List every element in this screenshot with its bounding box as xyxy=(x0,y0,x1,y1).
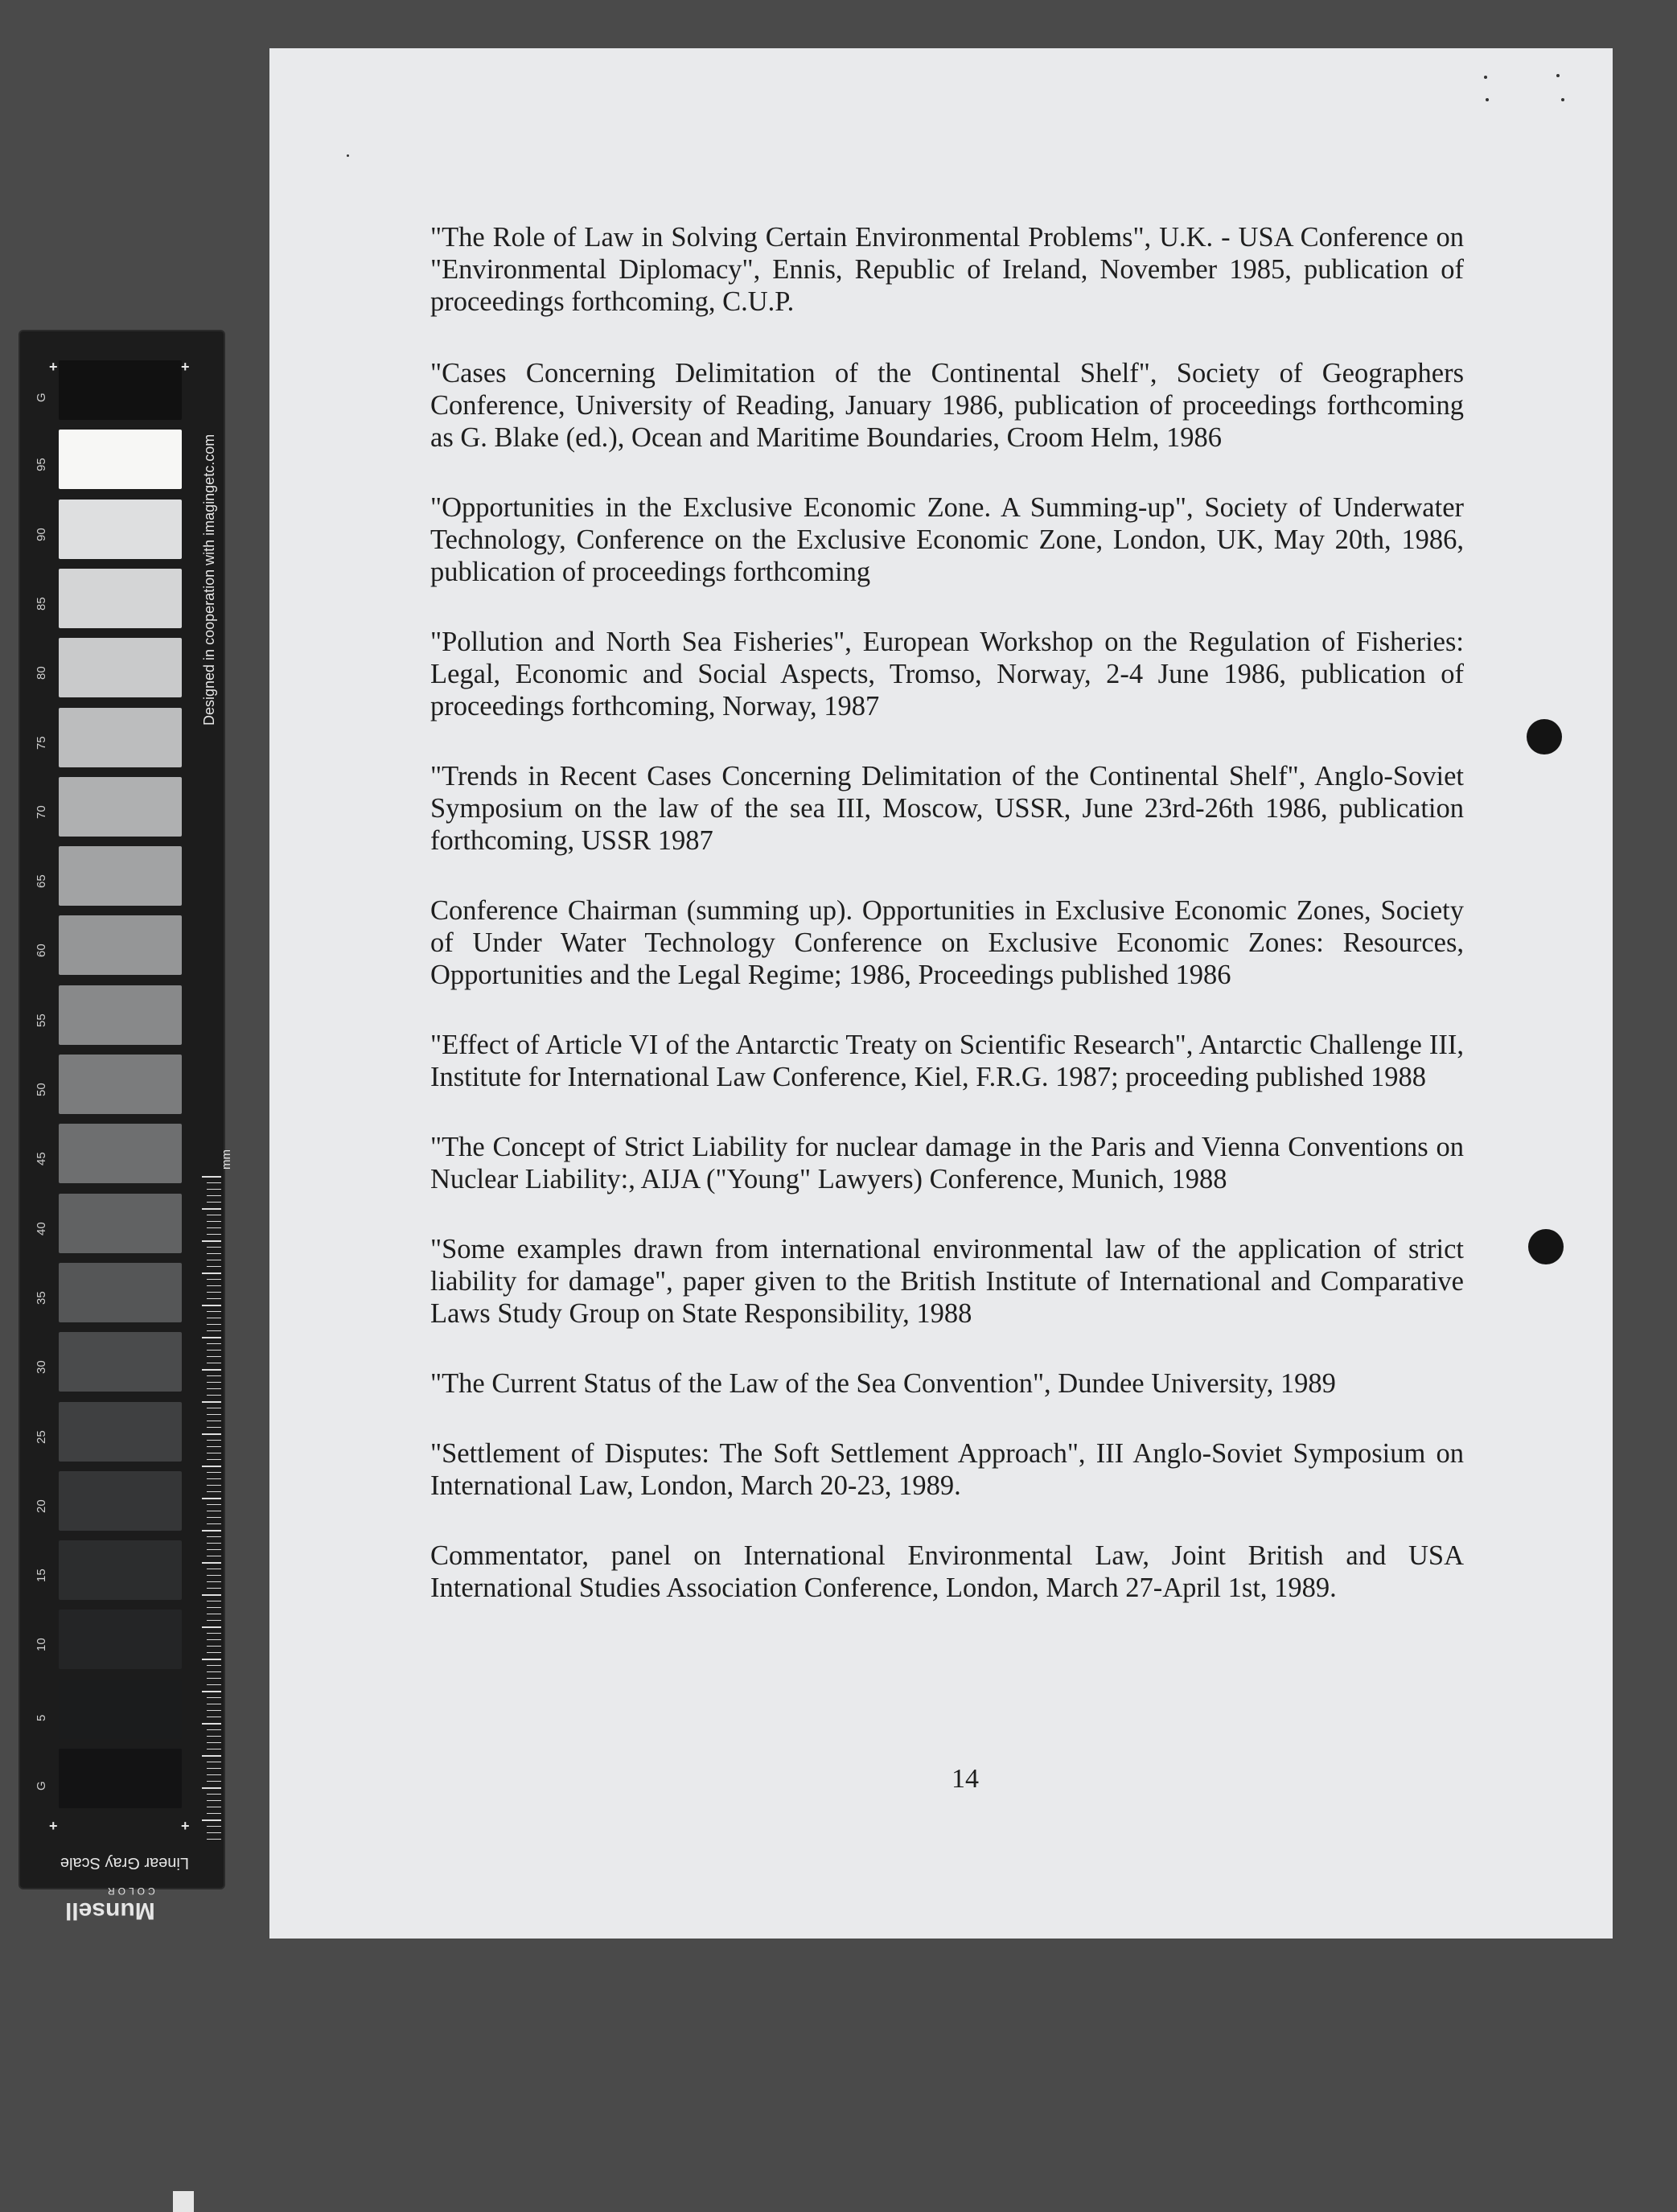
gray-patch xyxy=(59,1194,182,1253)
publication-entry: "Opportunities in the Exclusive Economic Zone. A Summing-up", Society of Underwater Technology, Conference on the Exclusive Economic Zone, London, UK, May 20th, 1986, publication of proceedings forthcoming xyxy=(430,492,1464,587)
gray-scale-number: 80 xyxy=(35,666,48,680)
gray-scale-number: 85 xyxy=(35,597,48,611)
scale-credit: Designed in cooperation with imagingetc.com xyxy=(201,434,217,726)
publication-entry: "Pollution and North Sea Fisheries", European Workshop on the Regulation of Fisheries: Legal, Economic and Social Aspects, Tromso, Norway, 2-4 June 1986, publication of proceedings forthcoming, Norway, 1987 xyxy=(430,627,1464,722)
gray-scale-number: 15 xyxy=(35,1569,48,1583)
gray-scale-number: 45 xyxy=(35,1152,48,1166)
paper-speck xyxy=(1556,74,1560,77)
gray-scale-number: 60 xyxy=(35,944,48,958)
paper-speck xyxy=(1561,98,1564,101)
registration-mark: + xyxy=(181,1818,190,1834)
punch-hole xyxy=(1527,719,1562,754)
paper-speck xyxy=(1486,98,1489,101)
gray-scale-number: 40 xyxy=(35,1221,48,1236)
publication-entry: "The Role of Law in Solving Certain Environmental Problems", U.K. - USA Conference on "Environmental Diplomacy", Ennis, Republic of Ireland, November 1985, publication of proceedings forthcoming, C.U.P. xyxy=(430,222,1464,317)
ruler-unit-label: mm xyxy=(220,1149,233,1170)
brand-name: Munsell xyxy=(65,1897,155,1924)
gray-patch xyxy=(59,1332,182,1392)
registration-mark: + xyxy=(181,359,190,375)
gray-patch xyxy=(59,708,182,767)
publication-entry: "Settlement of Disputes: The Soft Settlement Approach", III Anglo-Soviet Symposium on International Law, London, March 20-23, 1989. xyxy=(430,1438,1464,1501)
gray-patch xyxy=(59,985,182,1045)
document-page xyxy=(269,48,1613,1939)
gray-patch xyxy=(59,638,182,697)
gray-patch xyxy=(59,500,182,559)
punch-hole xyxy=(1528,1229,1564,1264)
gray-scale-number: 65 xyxy=(35,874,48,889)
gray-scale-number: G xyxy=(35,393,48,402)
registration-mark: + xyxy=(49,359,58,375)
publication-entry: Conference Chairman (summing up). Opportunities in Exclusive Economic Zones, Society of Under Water Technology Conference on Exclusive Economic Zones: Resources, Opportunities and the Legal Regime; 1986, Proceedings published 1986 xyxy=(430,895,1464,990)
gray-patch xyxy=(59,430,182,489)
gray-patch xyxy=(59,915,182,975)
scale-title: Linear Gray Scale xyxy=(60,1854,189,1872)
publication-entry: "Trends in Recent Cases Concerning Delimitation of the Continental Shelf", Anglo-Soviet Symposium on the law of the sea III, Moscow, USSR, June 23rd-26th 1986, publication forthcoming, USSR 1987 xyxy=(430,761,1464,856)
brand-subtitle: COLOR xyxy=(105,1885,155,1897)
gray-patch xyxy=(59,1680,182,1739)
munsell-grid-icon xyxy=(173,2191,194,2212)
gray-scale-card xyxy=(20,331,233,1924)
gray-scale-number: 90 xyxy=(35,527,48,541)
publication-entry: "The Current Status of the Law of the Sea Convention", Dundee University, 1989 xyxy=(430,1368,1336,1399)
mm-ruler-major-ticks xyxy=(202,1176,221,1844)
publication-entry: "Cases Concerning Delimitation of the Continental Shelf", Society of Geographers Conference, University of Reading, January 1986, publication of proceedings forthcoming as G. Blake (ed.), Ocean and Maritime Boundaries, Croom Helm, 1986 xyxy=(430,358,1464,453)
gray-scale-number: 5 xyxy=(35,1714,48,1721)
brand-logo xyxy=(65,1885,155,1924)
gray-scale-number: 25 xyxy=(35,1429,48,1444)
gray-patch xyxy=(59,1540,182,1600)
gray-scale-number: G xyxy=(35,1781,48,1791)
publication-list xyxy=(430,221,1464,1642)
registration-mark: + xyxy=(49,1818,58,1834)
gray-patch xyxy=(59,1471,182,1531)
gray-patch xyxy=(59,1124,182,1183)
gray-patch xyxy=(59,360,182,420)
gray-patch xyxy=(59,569,182,628)
publication-entry: Commentator, panel on International Environmental Law, Joint British and USA International Studies Association Conference, London, March 27-April 1st, 1989. xyxy=(430,1540,1464,1603)
gray-patch xyxy=(59,1402,182,1462)
gray-scale-number: 95 xyxy=(35,458,48,472)
paper-speck xyxy=(347,154,349,157)
page-number: 14 xyxy=(952,1764,979,1794)
gray-scale-number: 75 xyxy=(35,735,48,750)
gray-patch xyxy=(59,1055,182,1114)
paper-speck xyxy=(1484,76,1487,79)
gray-scale-number: 35 xyxy=(35,1291,48,1305)
gray-scale-number: 70 xyxy=(35,805,48,819)
gray-patch xyxy=(59,846,182,906)
gray-scale-number: 30 xyxy=(35,1360,48,1375)
publication-entry: "Some examples drawn from international environmental law of the application of strict liability for damage", paper given to the British Institute of International and Comparative Laws Study Group on State Responsibility, 1988 xyxy=(430,1234,1464,1329)
gray-patch xyxy=(59,1610,182,1669)
gray-scale-number: 20 xyxy=(35,1499,48,1513)
publication-entry: "The Concept of Strict Liability for nuclear damage in the Paris and Vienna Conventions on Nuclear Liability:, AIJA ("Young" Lawyers) Conference, Munich, 1988 xyxy=(430,1132,1464,1194)
gray-patch xyxy=(59,1749,182,1808)
publication-entry: "Effect of Article VI of the Antarctic Treaty on Scientific Research", Antarctic Challenge III, Institute for International Law Conference, Kiel, F.R.G. 1987; proceeding published 1988 xyxy=(430,1030,1464,1092)
gray-scale-number: 10 xyxy=(35,1638,48,1652)
gray-scale-number: 50 xyxy=(35,1083,48,1096)
gray-patch xyxy=(59,1263,182,1322)
gray-patch xyxy=(59,777,182,837)
gray-scale-number: 55 xyxy=(35,1013,48,1027)
